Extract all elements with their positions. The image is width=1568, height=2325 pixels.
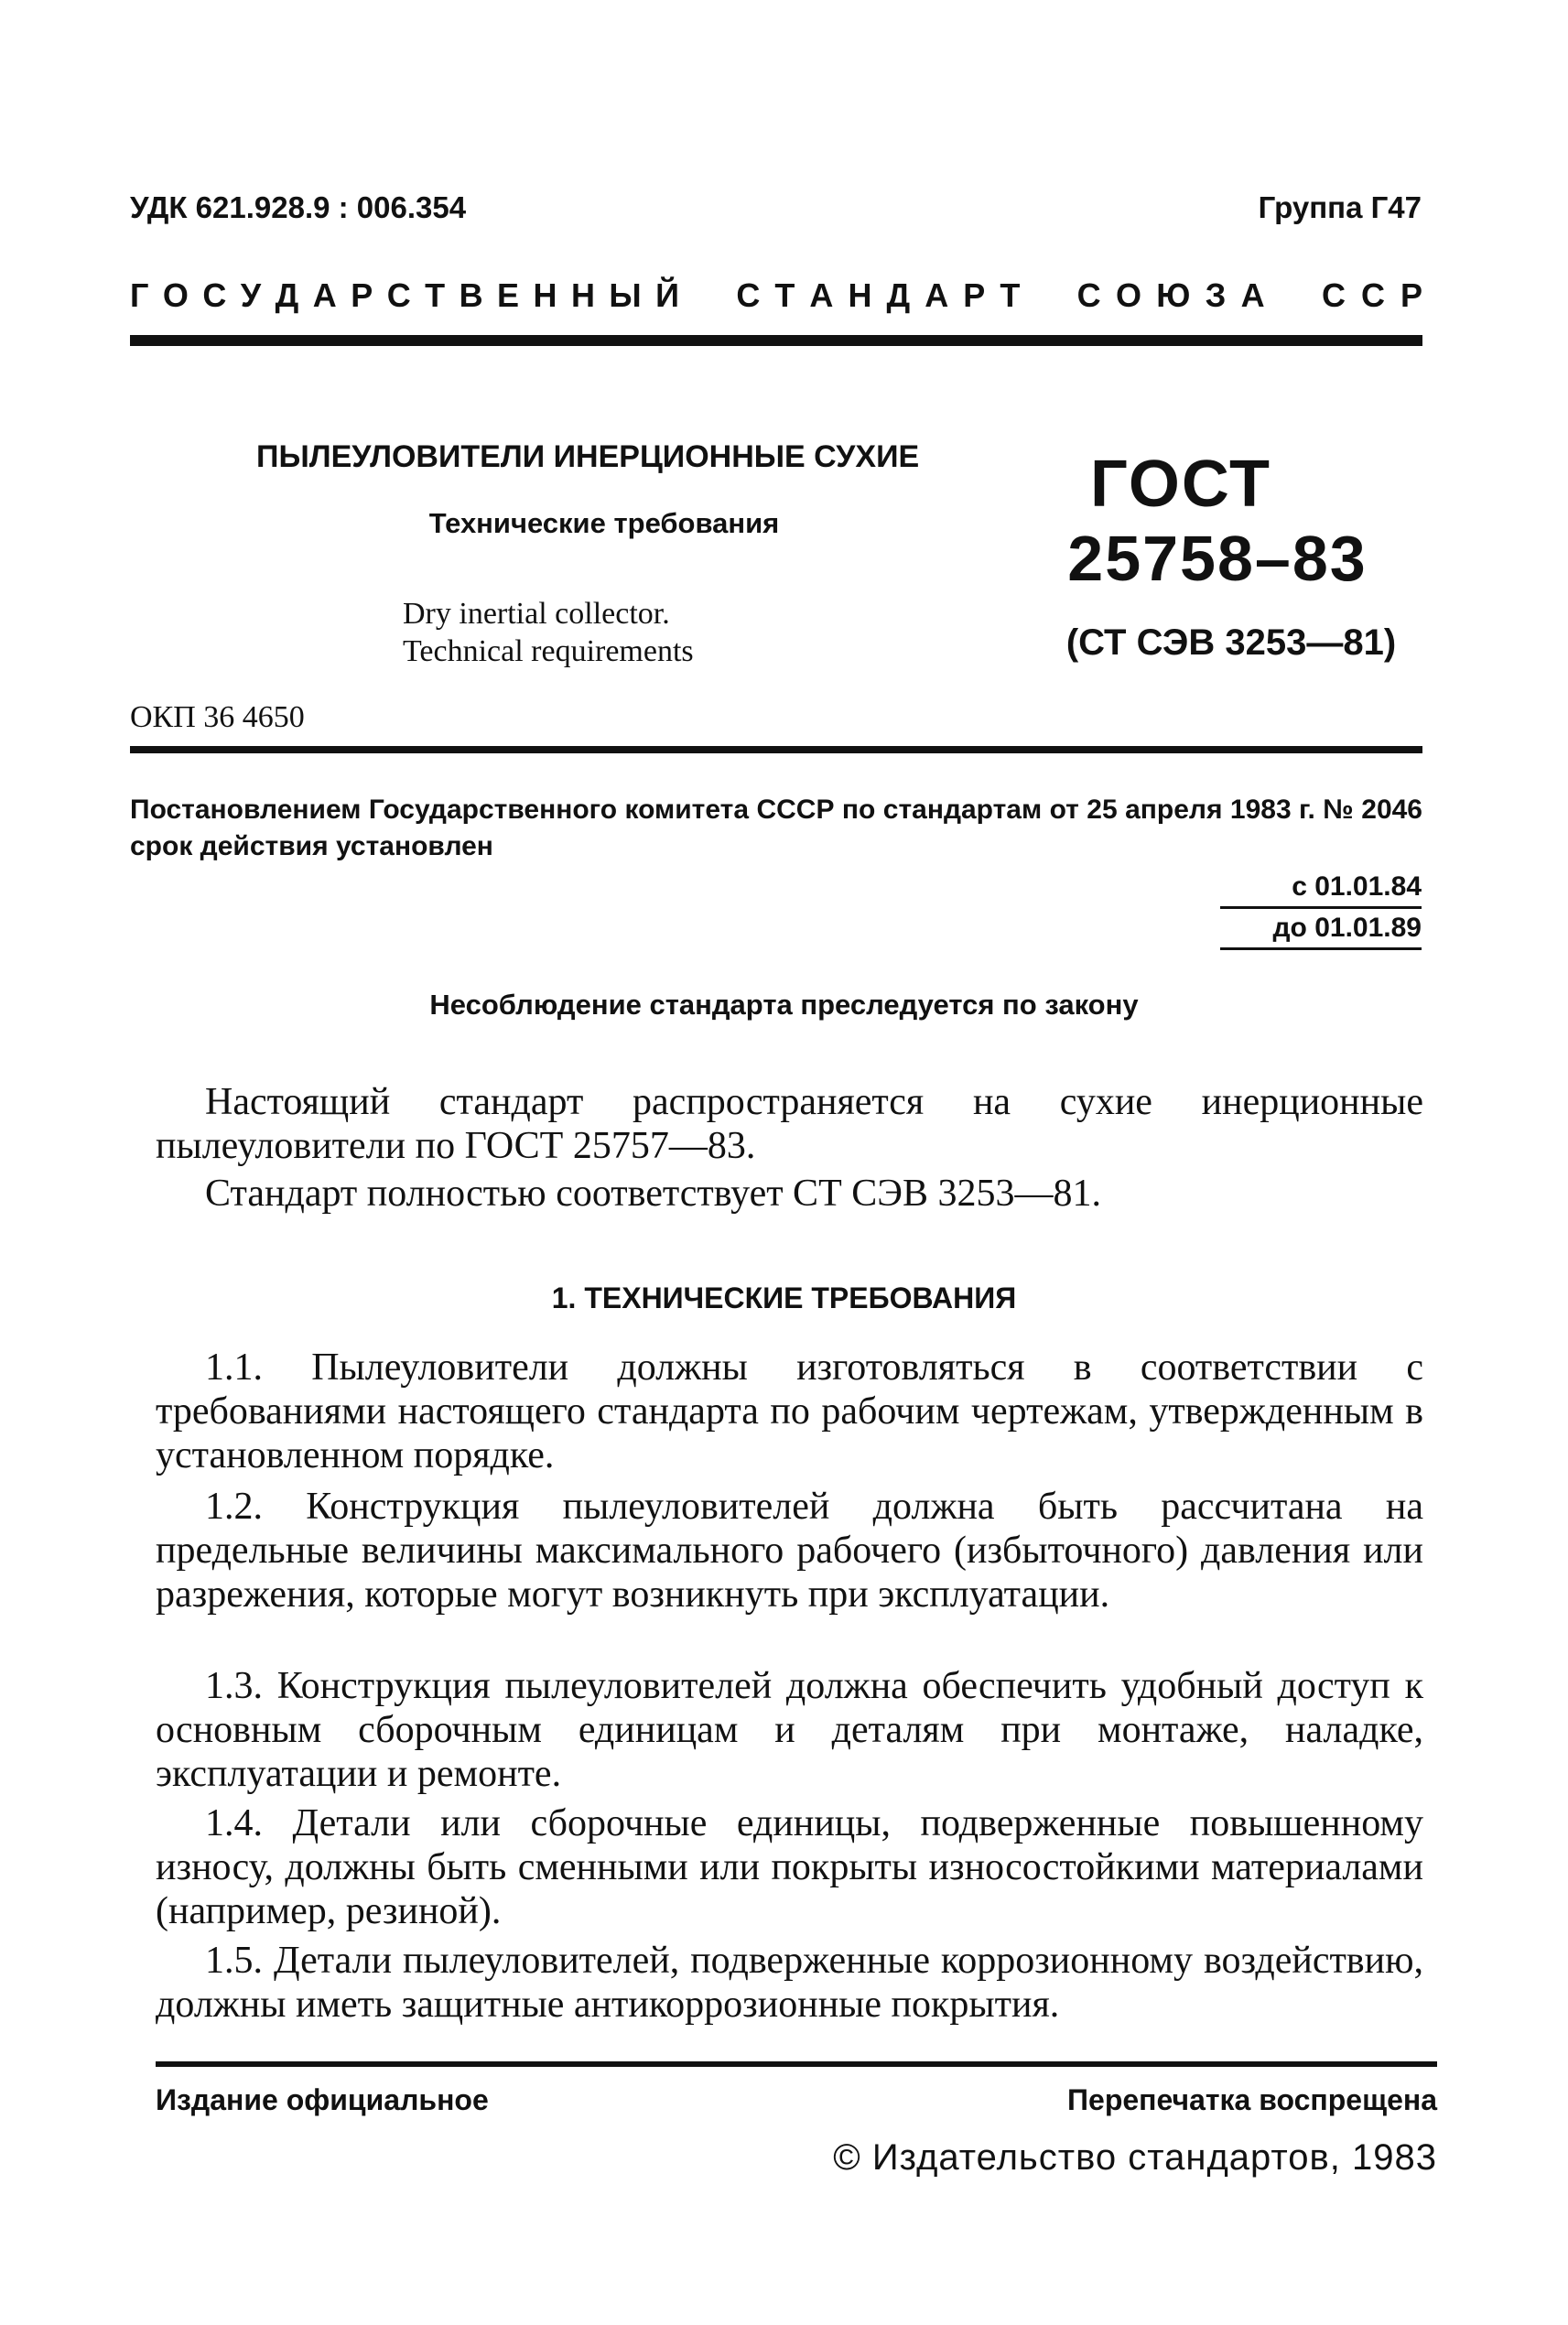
- date-underline: [1220, 947, 1422, 950]
- requirement-item: 1.4. Детали или сборочные единицы, подверженные повышенному износу, должны быть сменными или покрыты износостойкими материалами (например, резиной).: [156, 1802, 1423, 1932]
- copyright-line: © Издательство стандартов, 1983: [833, 2137, 1437, 2178]
- st-sev-reference: (СТ СЭВ 3253—81): [1065, 622, 1397, 663]
- section-title: 1. ТЕХНИЧЕСКИЕ ТРЕБОВАНИЯ: [551, 1281, 1017, 1314]
- heading-word-ssr: С С Р: [1321, 276, 1422, 314]
- header-rule: [130, 335, 1422, 346]
- english-title-line-1: Dry inertial collector.: [403, 597, 670, 631]
- scope-paragraph: Настоящий стандарт распространяется на сухие инерционные пылеуловители по ГОСТ 25757—83.: [156, 1081, 1423, 1167]
- edition-label: Издание официальное: [156, 2083, 489, 2116]
- heading-word-standard: С Т А Н Д А Р Т: [736, 276, 1021, 314]
- english-title-line-2: Technical requirements: [403, 634, 694, 668]
- title-block-rule: [130, 746, 1422, 753]
- state-standard-heading: [130, 276, 1422, 315]
- validity-dates: [1220, 868, 1422, 950]
- group-code: Группа Г47: [1258, 190, 1422, 224]
- requirement-item: 1.3. Конструкция пылеуловителей должна обеспечить удобный доступ к основным сборочным единицам и деталям при монтаже, наладке, эксплуатации и ремонте.: [156, 1665, 1423, 1795]
- udk-code: УДК 621.928.9 : 006.354: [130, 190, 467, 224]
- okp-code: ОКП 36 4650: [130, 700, 305, 734]
- gost-label: ГОСТ: [1089, 448, 1272, 521]
- product-title: ПЫЛЕУЛОВИТЕЛИ ИНЕРЦИОННЫЕ СУХИЕ: [256, 439, 920, 474]
- gost-number: 25758–83: [1067, 523, 1368, 594]
- reprint-notice: Перепечатка воспрещена: [1067, 2083, 1437, 2116]
- decree-text: Постановлением Государственного комитета СССР по стандартам от 25 апреля 1983 г. № 2046 срок действия установлен: [130, 795, 1422, 861]
- footer-rule: [156, 2061, 1437, 2067]
- date-from: с 01.01.84: [1292, 871, 1422, 902]
- english-title: [403, 595, 694, 670]
- date-to: до 01.01.89: [1272, 913, 1422, 943]
- requirement-item: 1.5. Детали пылеуловителей, подверженные коррозионному воздействию, должны иметь защитные антикоррозионные покрытия.: [156, 1940, 1423, 2026]
- heading-word-union: С О Ю З А: [1076, 276, 1265, 314]
- heading-word-state: Г О С У Д А Р С Т В Е Н Н Ы Й: [130, 276, 679, 314]
- conformity-paragraph: Стандарт полностью соответствует СТ СЭВ 3253—81.: [205, 1173, 1101, 1215]
- product-subtitle: Технические требования: [428, 507, 780, 539]
- requirement-item: 1.1. Пылеуловители должны изготовляться в соответствии с требованиями настоящего стандарта по рабочим чертежам, утвержденным в установленном порядке.: [156, 1346, 1423, 1476]
- requirement-item: 1.2. Конструкция пылеуловителей должна быть рассчитана на предельные величины максимального рабочего (избыточного) давления или разрежения, которые могут возникнуть при эксплуатации.: [156, 1486, 1423, 1616]
- violation-notice: Несоблюдение стандарта преследуется по закону: [429, 989, 1139, 1021]
